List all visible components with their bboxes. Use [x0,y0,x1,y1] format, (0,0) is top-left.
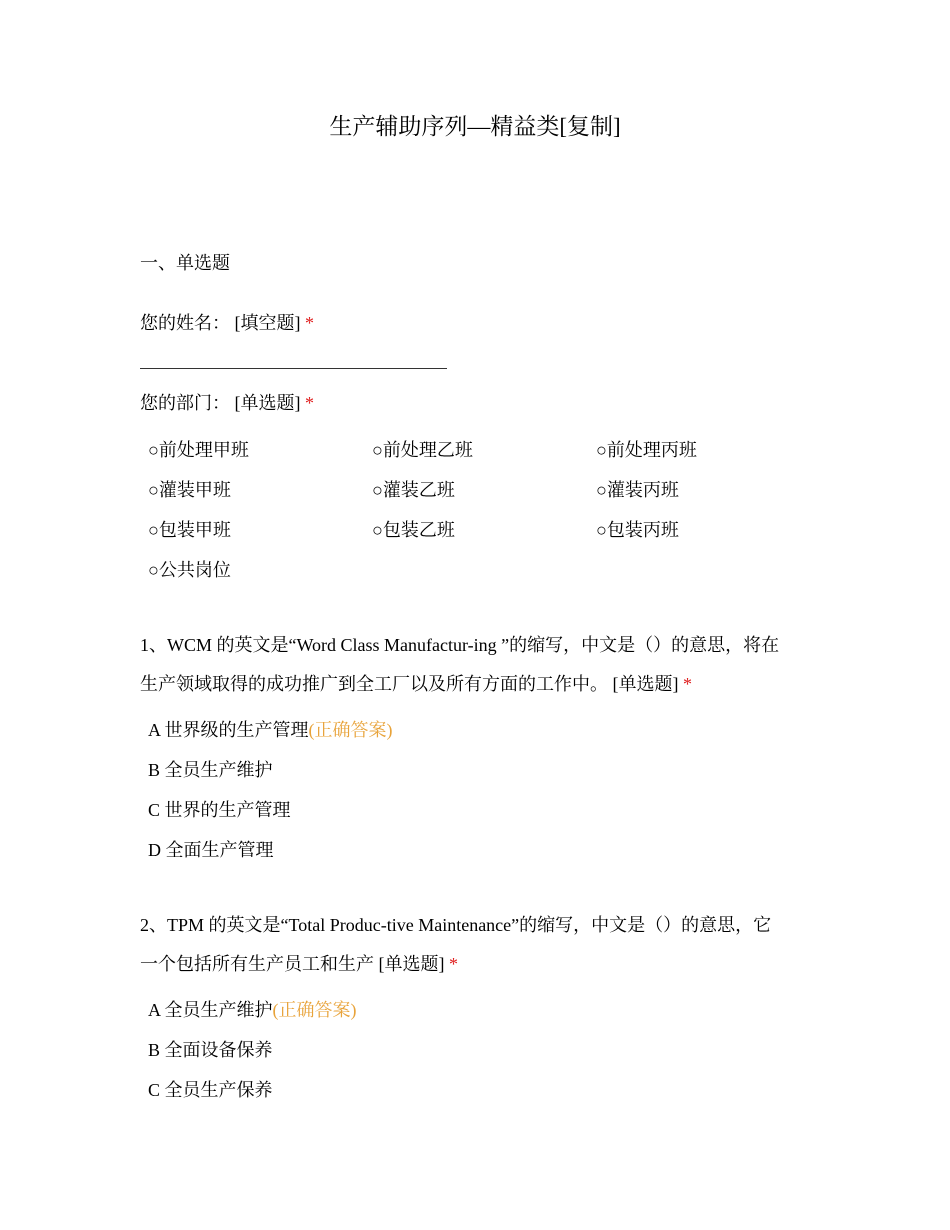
dept-option[interactable]: ○前处理丙班 [596,440,697,460]
correct-answer-tag: (正确答案) [308,720,393,740]
name-answer-blank[interactable] [140,368,447,369]
dept-option[interactable]: ○包装丙班 [596,520,679,540]
section-title: 一、单选题 [140,253,230,273]
required-mark: * [305,313,314,333]
question-text-line: 一个包括所有生产员工和生产 [单选题] * [140,954,458,974]
q2-option-b[interactable]: B 全面设备保养 [148,1040,273,1060]
required-mark: * [683,674,692,694]
question-type: [单选题] [612,674,679,694]
q1-option-a[interactable]: A 世界级的生产管理(正确答案) [148,720,393,740]
question-type: [单选题] [234,393,301,413]
question-type: [填空题] [234,313,301,333]
dept-option[interactable]: ○前处理乙班 [372,440,473,460]
q2-option-a[interactable]: A 全员生产维护(正确答案) [148,1000,357,1020]
question-label: 您的部门： [140,393,230,413]
q1-option-b[interactable]: B 全员生产维护 [148,760,273,780]
question-text-line: 生产领域取得的成功推广到全工厂以及所有方面的工作中。 [单选题] * [140,674,692,694]
page-title: 生产辅助序列—精益类[复制] [329,114,621,139]
q1-option-d[interactable]: D 全面生产管理 [148,840,274,860]
name-question [140,304,820,343]
question-text-line: 1、WCM 的英文是“Word Class Manufactur-ing ”的缩写，中文是（）的意思，将在 [140,635,780,655]
dept-option[interactable]: ○灌装丙班 [596,480,679,500]
dept-option[interactable]: ○包装乙班 [372,520,455,540]
question-label: 您的姓名： [140,313,230,333]
dept-question [140,384,820,423]
question-2 [140,906,820,984]
question-text-line: 2、TPM 的英文是“Total Produc-tive Maintenance”的缩写，中文是（）的意思，它 [140,915,772,935]
dept-option[interactable]: ○灌装乙班 [372,480,455,500]
dept-option[interactable]: ○前处理甲班 [148,440,249,460]
dept-option[interactable]: ○公共岗位 [148,560,231,580]
required-mark: * [305,393,314,413]
question-type: [单选题] [378,954,445,974]
question-1 [140,626,820,704]
correct-answer-tag: (正确答案) [272,1000,357,1020]
q2-option-c[interactable]: C 全员生产保养 [148,1080,273,1100]
q1-option-c[interactable]: C 世界的生产管理 [148,800,291,820]
dept-option[interactable]: ○包装甲班 [148,520,231,540]
required-mark: * [449,954,458,974]
dept-option[interactable]: ○灌装甲班 [148,480,231,500]
